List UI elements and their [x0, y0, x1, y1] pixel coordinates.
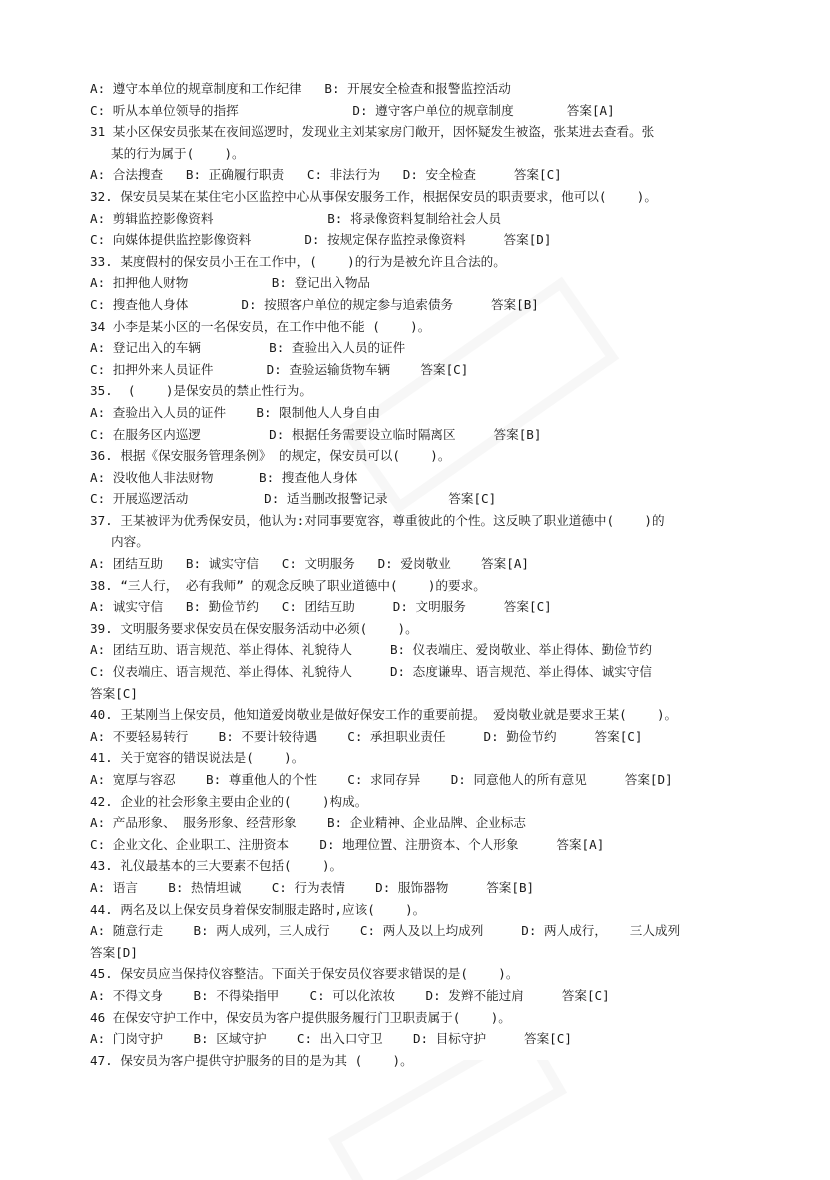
text-line: C: 企业文化、企业职工、注册资本 D: 地理位置、注册资本、个人形象 答案[A]: [90, 836, 605, 852]
text-line: C: 扣押外来人员证件 D: 查验运输货物车辆 答案[C]: [90, 361, 469, 377]
text-line: C: 搜查他人身体 D: 按照客户单位的规定参与追索债务 答案[B]: [90, 296, 539, 312]
text-line: 41. 关于宽容的错误说法是( )。: [90, 750, 305, 766]
text-line: A: 合法搜查 B: 正确履行职责 C: 非法行为 D: 安全检查 答案[C]: [90, 167, 562, 183]
text-line: 46 在保安守护工作中，保安员为客户提供服务履行门卫职责属于( )。: [90, 1009, 511, 1025]
text-line: 34 小李是某小区的一名保安员，在工作中他不能 ( )。: [90, 318, 431, 334]
text-line: C: 开展巡逻活动 D: 适当删改报警记录 答案[C]: [90, 491, 497, 507]
text-line: A: 诚实守信 B: 勤俭节约 C: 团结互助 D: 文明服务 答案[C]: [90, 599, 552, 615]
text-line: 45. 保安员应当保持仪容整洁。下面关于保安员仪容要求错误的是( )。: [90, 966, 519, 982]
text-line: A: 产品形象、 服务形象、经营形象 B: 企业精神、企业品牌、企业标志: [90, 815, 527, 831]
text-line: 32. 保安员吴某在某住宅小区监控中心从事保安服务工作，根据保安员的职责要求，他可以( )。: [90, 188, 657, 204]
text-line: C: 仪表端庄、语言规范、举止得体、礼貌待人 D: 态度谦卑、语言规范、举止得体、诚实守信: [90, 664, 652, 680]
text-line: 42. 企业的社会形象主要由企业的( )构成。: [90, 793, 368, 809]
watermark-icon: [300, 1060, 600, 1180]
text-line: A: 门岗守护 B: 区域守护 C: 出入口守卫 D: 目标守护 答案[C]: [90, 1031, 572, 1047]
text-line: 38. “三人行， 必有我师” 的观念反映了职业道德中( )的要求。: [90, 577, 486, 593]
text-line: 44. 两名及以上保安员身着保安制服走路时,应该( )。: [90, 901, 426, 917]
text-line: 答案[C]: [90, 685, 138, 701]
text-line: 35. ( )是保安员的禁止性行为。: [90, 383, 312, 399]
text-line: A: 遵守本单位的规章制度和工作纪律 B: 开展安全检查和报警监控活动: [90, 81, 511, 96]
text-line: A: 登记出入的车辆 B: 查验出入人员的证件: [90, 340, 406, 356]
text-line: A: 剪辑监控影像资料 B: 将录像资料复制给社会人员: [90, 210, 502, 226]
text-line: A: 扣押他人财物 B: 登记出入物品: [90, 275, 371, 291]
text-line: 39. 文明服务要求保安员在保安服务活动中必须( )。: [90, 620, 418, 636]
text-line: A: 团结互助、语言规范、举止得体、礼貌待人 B: 仪表端庄、爱岗敬业、举止得体、勤俭节约: [90, 642, 652, 658]
text-line: 答案[D]: [90, 944, 138, 960]
text-line: A: 查验出入人员的证件 B: 限制他人人身自由: [90, 404, 380, 420]
text-line: A: 不得文身 B: 不得染指甲 C: 可以化浓妆 D: 发辫不能过肩 答案[C]: [90, 987, 610, 1003]
text-line: 37. 王某被评为优秀保安员，他认为:对同事要宽容，尊重彼此的个性。这反映了职业道德中( )的: [90, 512, 665, 528]
text-line: A: 语言 B: 热情坦诚 C: 行为表情 D: 服饰器物 答案[B]: [90, 879, 535, 895]
text-line: A: 随意行走 B: 两人成列，三人成行 C: 两人及以上均成列 D: 两人成行， 三人成列: [90, 923, 681, 939]
text-line: A: 团结互助 B: 诚实守信 C: 文明服务 D: 爱岗敬业 答案[A]: [90, 556, 529, 572]
text-line: 33. 某度假村的保安员小王在工作中，( )的行为是被允许且合法的。: [90, 253, 506, 269]
text-line: A: 宽厚与容忍 B: 尊重他人的个性 C: 求同存异 D: 同意他人的所有意见 答案[D]: [90, 772, 673, 787]
text-line: 40. 王某刚当上保安员，他知道爱岗敬业是做好保安工作的重要前提。 爱岗敬业就是要求王某( )。: [90, 707, 678, 723]
question-list: [90, 78, 750, 1071]
text-line: C: 向媒体提供监控影像资料 D: 按规定保存监控录像资料 答案[D]: [90, 232, 552, 248]
text-line: 36. 根据《保安服务管理条例》 的规定，保安员可以( )。: [90, 448, 451, 464]
text-line: C: 听从本单位领导的指挥 D: 遵守客户单位的规章制度 答案[A]: [90, 102, 615, 118]
text-line: 内容。: [111, 534, 149, 550]
text-line: 47. 保安员为客户提供守护服务的目的是为其 ( )。: [90, 1052, 413, 1068]
text-line: A: 没收他人非法财物 B: 搜查他人身体: [90, 469, 358, 485]
text-line: A: 不要轻易转行 B: 不要计较待遇 C: 承担职业责任 D: 勤俭节约 答案[C]: [90, 728, 643, 744]
text-line: C: 在服务区内巡逻 D: 根据任务需要设立临时隔离区 答案[B]: [90, 426, 542, 442]
text-line: 43. 礼仪最基本的三大要素不包括( )。: [90, 858, 343, 874]
text-line: 31 某小区保安员张某在夜间巡逻时，发现业主刘某家房门敞开，因怀疑发生被盗，张某进去查看。张: [90, 124, 655, 140]
text-line: 某的行为属于( )。: [111, 145, 245, 161]
